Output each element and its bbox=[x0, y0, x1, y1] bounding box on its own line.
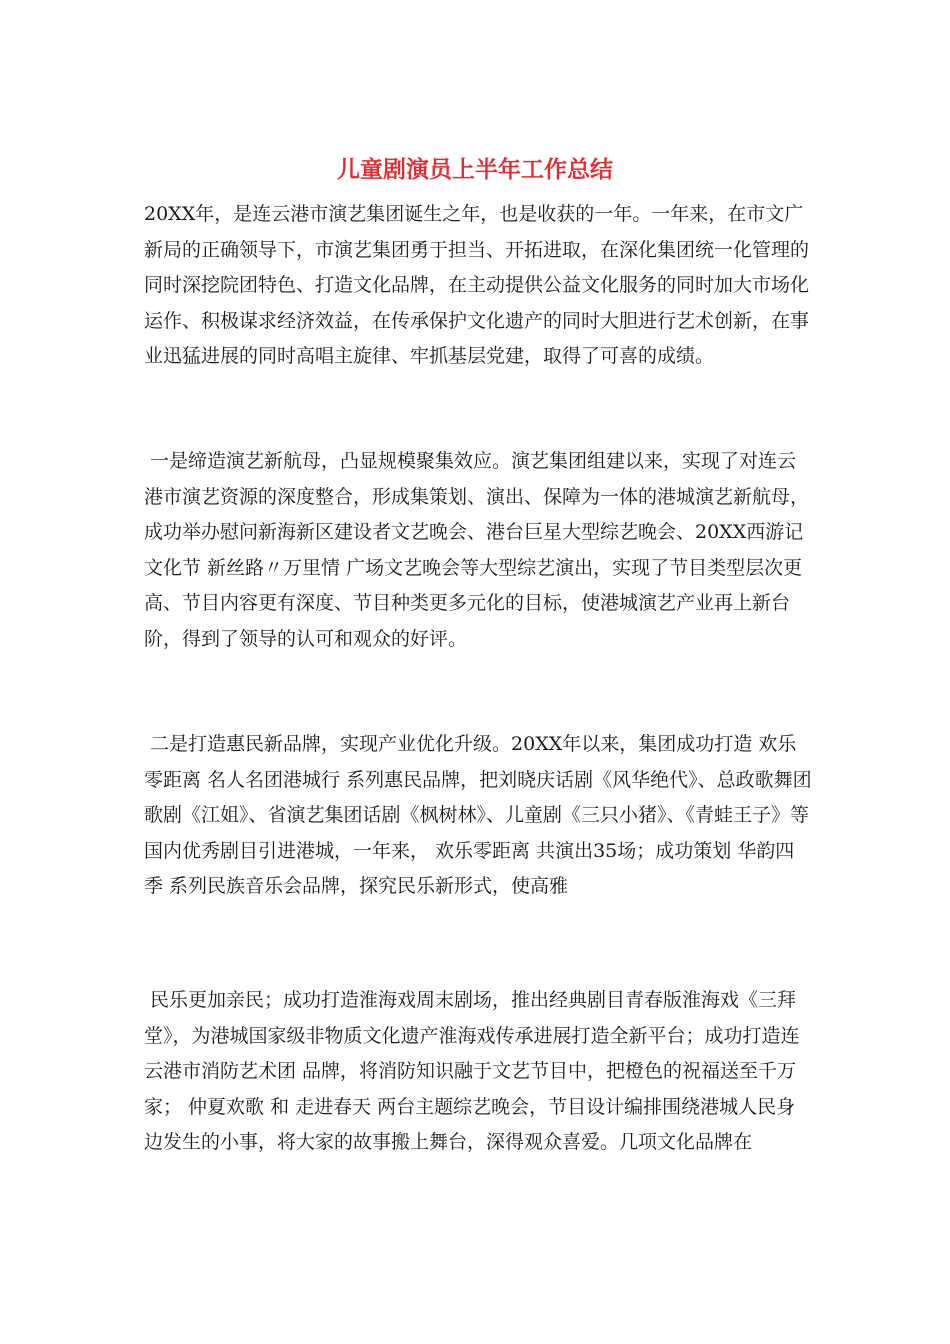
paragraph-continuation: 民乐更加亲民；成功打造淮海戏周末剧场，推出经典剧目青春版淮海戏《三拜堂》，为港城国家级非物质文化遗产淮海戏传承进展打造全新平台；成功打造连云港市消防艺术团 品牌，将消防知识融于文艺节目中，把橙色的祝福送至千万家； 仲夏欢歌 和 走进春天 两台主题综艺晚会，节目设计编排围绕港城人民身边发生的小事，将大家的故事搬上舞台，深得观众喜爱。几项文化品牌在 bbox=[144, 989, 800, 1153]
document-title: 儿童剧演员上半年工作总结 bbox=[337, 157, 613, 183]
paragraph-point-two: 二是打造惠民新品牌，实现产业优化升级。20XX年以来，集团成功打造 欢乐零距离 名人名团港城行 系列惠民品牌，把刘晓庆话剧《风华绝代》、总政歌舞团歌剧《江姐》、省演艺集团话剧《枫树林》、儿童剧《三只小猪》、《青蛙王子》等国内优秀剧目引进港城，一年来， 欢乐零距离 共演出35场；成功策划 华韵四季 系列民族音乐会品牌，探究民乐新形式，使高雅 bbox=[144, 733, 812, 897]
paragraph-intro: 20XX年，是连云港市演艺集团诞生之年，也是收获的一年。一年来，在市文广新局的正确领导下，市演艺集团勇于担当、开拓进取，在深化集团统一化管理的同时深挖院团特色、打造文化品牌，在主动提供公益文化服务的同时加大市场化运作、积极谋求经济效益，在传承保护文化遗产的同时大胆进行艺术创新，在事业迅猛进展的同时高唱主旋律、牢抓基层党建，取得了可喜的成绩。 bbox=[144, 203, 810, 367]
paragraph-point-one: 一是缔造演艺新航母，凸显规模聚集效应。演艺集团组建以来，实现了对连云港市演艺资源的深度整合，形成集策划、演出、保障为一体的港城演艺新航母，成功举办慰问新海新区建设者文艺晚会、港台巨星大型综艺晚会、20XX西游记文化节 新丝路〃万里情 广场文艺晚会等大型综艺演出，实现了节目类型层次更高、节目内容更有深度、节目种类更多元化的目标，使港城演艺产业再上新台阶，得到了领导的认可和观众的好评。 bbox=[144, 450, 810, 650]
